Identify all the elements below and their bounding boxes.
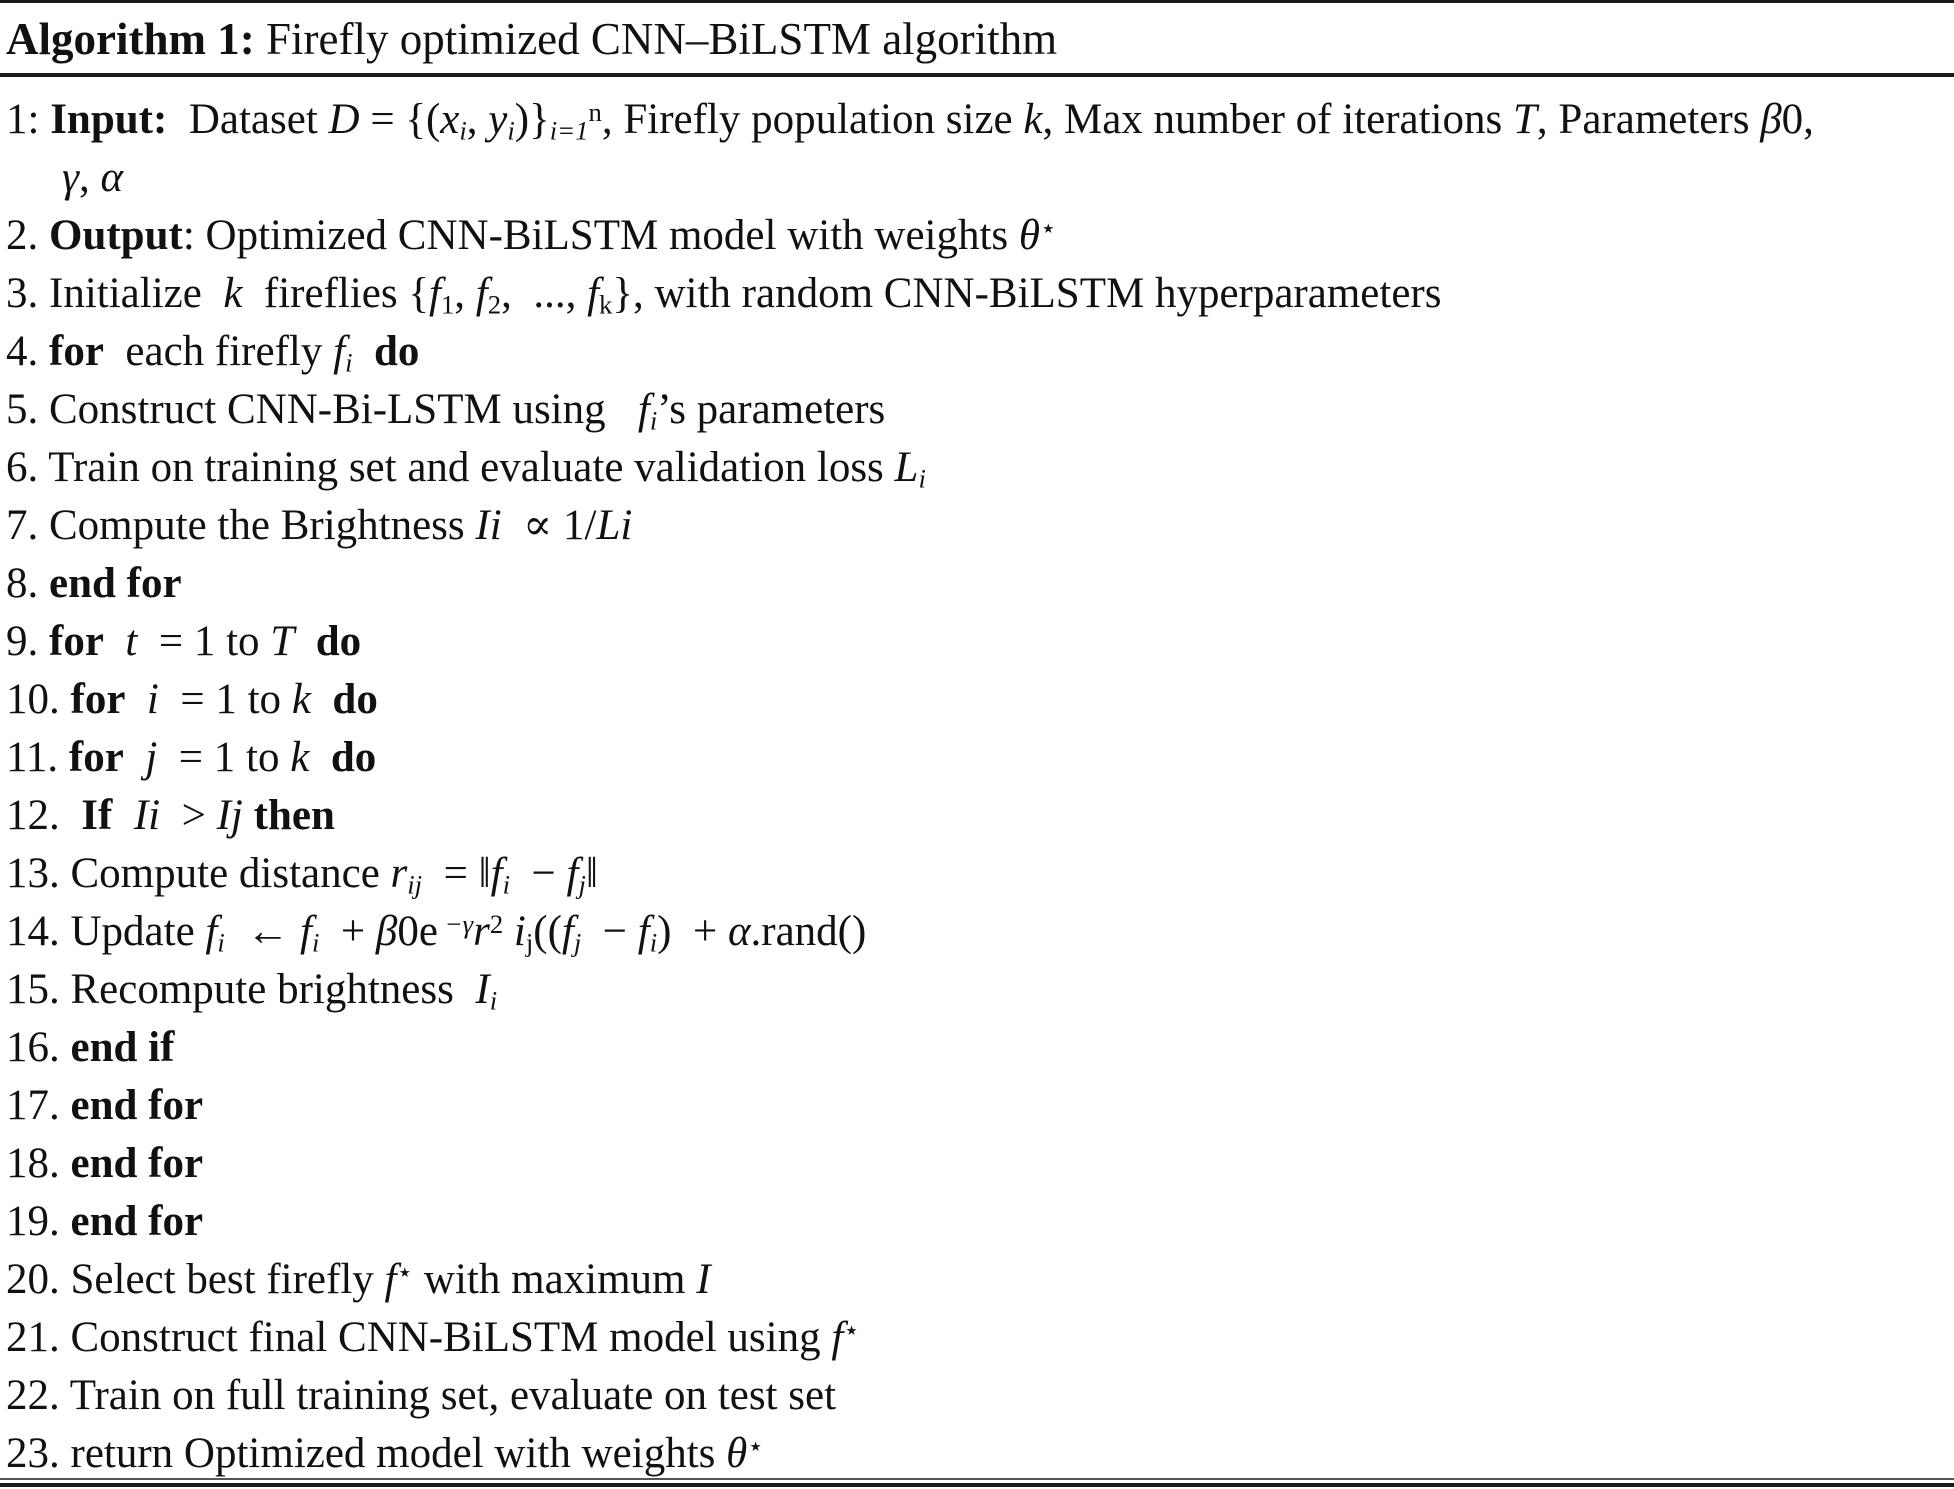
text-segment: ∝ 1/: [501, 502, 597, 549]
text-segment: k: [291, 676, 311, 723]
text-segment: Input:: [50, 96, 168, 143]
text-segment: i: [649, 927, 658, 958]
text-segment: 19.: [6, 1198, 71, 1245]
text-segment: 10.: [6, 676, 71, 723]
text-segment: 16.: [6, 1024, 71, 1071]
text-segment: k: [290, 734, 310, 781]
text-segment: [104, 618, 126, 665]
text-segment: for: [70, 676, 126, 723]
text-segment: ←: [224, 908, 301, 955]
text-segment: 22. Train on full training set, evaluate on test set: [6, 1372, 837, 1419]
text-segment: i: [513, 908, 526, 955]
text-segment: ‖: [585, 850, 598, 897]
text-segment: j: [525, 927, 534, 958]
algorithm-line-1: [6, 91, 1944, 149]
text-segment: f: [566, 850, 579, 897]
algorithm-line-11: [6, 729, 1944, 787]
text-segment: ⋆: [1040, 213, 1057, 244]
text-segment: Ii: [133, 792, 161, 839]
algorithm-line-7: [6, 497, 1944, 555]
text-segment: ((: [533, 908, 562, 955]
text-segment: 1:: [6, 96, 51, 143]
algorithm-line-21: [6, 1309, 1944, 1367]
text-segment: : Optimized CNN-BiLSTM model with weights: [182, 212, 1019, 259]
text-segment: t: [125, 618, 138, 665]
algorithm-line-6: [6, 439, 1944, 497]
text-segment: end for: [70, 1082, 204, 1129]
text-segment: Output: [49, 212, 183, 259]
text-segment: ⋆: [747, 1431, 764, 1462]
text-segment: each firefly: [103, 328, 334, 375]
text-segment: 2: [487, 289, 502, 320]
text-segment: n: [588, 97, 602, 128]
text-segment: , ...,: [501, 270, 588, 317]
text-segment: >: [160, 792, 217, 839]
text-segment: 15. Recompute brightness: [6, 966, 476, 1013]
text-segment: 2.: [6, 212, 49, 259]
algorithm-header: [0, 3, 1954, 77]
text-segment: i: [502, 869, 511, 900]
text-segment: f: [637, 908, 650, 955]
text-segment: α: [100, 154, 124, 201]
algorithm-line-9: [6, 613, 1944, 671]
text-segment: θ: [1018, 212, 1041, 259]
text-segment: f: [333, 328, 346, 375]
text-segment: ,: [454, 270, 476, 317]
text-segment: i=1: [549, 115, 589, 146]
text-segment: [125, 676, 147, 723]
text-segment: 9.: [6, 618, 49, 665]
text-segment: 5. Construct CNN-Bi-LSTM using: [6, 386, 638, 433]
text-segment: do: [332, 676, 378, 723]
text-segment: for: [68, 734, 124, 781]
text-segment: , Firefly population size: [601, 96, 1024, 143]
algorithm-line-12: [6, 787, 1944, 845]
text-segment: i: [649, 405, 658, 436]
text-segment: f: [475, 270, 488, 317]
text-segment: r: [390, 850, 408, 897]
algorithm-line-19: [6, 1193, 1944, 1251]
text-segment: 8.: [6, 560, 49, 607]
algorithm-line-14: [6, 903, 1944, 961]
text-segment: 21. Construct final CNN-BiLSTM model using: [6, 1314, 832, 1361]
text-segment: I: [696, 1256, 711, 1303]
text-segment: Dataset: [167, 96, 329, 143]
text-segment: i: [311, 927, 320, 958]
text-segment: f: [205, 908, 218, 955]
text-segment: x: [440, 96, 460, 143]
text-segment: k: [599, 289, 613, 320]
text-segment: fireflies {: [242, 270, 429, 317]
text-segment: [311, 676, 333, 723]
text-segment: f: [561, 908, 574, 955]
text-segment: ⋆: [396, 1257, 414, 1288]
text-segment: )}: [514, 96, 550, 143]
text-segment: i: [489, 985, 498, 1016]
text-segment: θ: [726, 1430, 748, 1477]
text-segment: i: [345, 347, 353, 378]
text-segment: f: [300, 908, 312, 955]
text-segment: 7. Compute the Brightness: [6, 502, 476, 549]
text-segment: 18.: [6, 1140, 71, 1187]
algorithm-line-3: [6, 265, 1944, 323]
text-segment: with maximum: [413, 1256, 697, 1303]
text-segment: f: [637, 386, 650, 433]
text-segment: [112, 792, 134, 839]
text-segment: γ: [62, 154, 79, 201]
algorithm-line-10: [6, 671, 1944, 729]
text-segment: i: [459, 115, 467, 146]
text-segment: = 1 to: [158, 676, 292, 723]
text-segment: do: [315, 618, 362, 665]
text-segment: 6. Train on training set and evaluate validation loss: [6, 444, 895, 491]
text-segment: = 1 to: [137, 618, 271, 665]
text-segment: i: [217, 927, 225, 958]
text-segment: i: [507, 115, 515, 146]
text-segment: 0e: [397, 908, 438, 955]
text-segment: ij: [407, 869, 423, 900]
text-segment: i: [146, 676, 159, 723]
algorithm-line-13: [6, 845, 1944, 903]
text-segment: 2: [489, 909, 504, 940]
text-segment: β: [375, 908, 398, 955]
text-segment: y: [488, 96, 508, 143]
algorithm-line-16: [6, 1019, 1944, 1077]
text-segment: If: [81, 792, 113, 839]
bottom-rule: [0, 1478, 1954, 1487]
text-segment: f: [587, 270, 600, 317]
text-segment: 17.: [6, 1082, 71, 1129]
text-segment: = {(: [359, 96, 441, 143]
text-segment: = 1 to: [157, 734, 291, 781]
text-segment: for: [49, 328, 104, 375]
algorithm-line-8: [6, 555, 1944, 613]
text-segment: k: [1023, 96, 1043, 143]
text-segment: 23. return Optimized model with weights: [6, 1430, 727, 1477]
text-segment: Ii: [475, 502, 502, 549]
text-segment: [124, 734, 146, 781]
text-segment: j: [145, 734, 158, 781]
text-segment: , Parameters: [1536, 96, 1761, 143]
text-segment: Li: [596, 502, 633, 549]
text-segment: 4.: [6, 328, 49, 375]
text-segment: for: [49, 618, 104, 665]
text-segment: end for: [70, 1198, 204, 1245]
text-segment: j: [573, 927, 582, 958]
text-segment: [309, 734, 331, 781]
text-segment: ) +: [657, 908, 728, 955]
text-segment: L: [894, 444, 919, 491]
algorithm-line-5: [6, 381, 1944, 439]
text-segment: do: [373, 328, 420, 375]
text-segment: [294, 618, 316, 665]
text-segment: 0,: [1781, 96, 1814, 143]
text-segment: then: [253, 792, 335, 839]
text-segment: α: [727, 908, 751, 955]
text-segment: ,: [466, 96, 489, 143]
algorithm-line-20: [6, 1251, 1944, 1309]
text-segment: , Max number of iterations: [1042, 96, 1513, 143]
algorithm-line-22: [6, 1367, 1944, 1425]
text-segment: T: [1513, 96, 1537, 143]
text-segment: −γ: [437, 909, 474, 940]
text-segment: end for: [70, 1140, 204, 1187]
text-segment: [503, 908, 514, 955]
text-segment: .rand(): [750, 908, 867, 955]
algorithm-line-15: [6, 961, 1944, 1019]
text-segment: [352, 328, 374, 375]
text-segment: 13. Compute distance: [6, 850, 391, 897]
text-segment: i: [918, 463, 926, 494]
text-segment: T: [270, 618, 295, 665]
text-segment: end for: [49, 560, 182, 607]
text-segment: 20. Select best firefly: [6, 1256, 385, 1303]
text-segment: ,: [78, 154, 101, 201]
algorithm-label: Algorithm 1:: [6, 14, 255, 64]
text-segment: end if: [70, 1024, 175, 1071]
algorithm-line-17: [6, 1077, 1944, 1135]
text-segment: }, with random CNN-BiLSTM hyperparameters: [612, 270, 1442, 317]
text-segment: 14. Update: [6, 908, 206, 955]
text-segment: −: [510, 850, 567, 897]
text-segment: f: [429, 270, 441, 317]
algorithm-line-23: [6, 1425, 1944, 1483]
text-segment: ⋆: [843, 1315, 860, 1346]
algorithm-body: [0, 77, 1954, 1483]
text-segment: 1: [440, 289, 455, 320]
algorithm-title: Firefly optimized CNN–BiLSTM algorithm: [254, 14, 1058, 64]
text-segment: Ij: [216, 792, 243, 839]
text-segment: do: [330, 734, 377, 781]
text-segment: f: [490, 850, 503, 897]
text-segment: D: [328, 96, 360, 143]
text-segment: 12.: [6, 792, 82, 839]
text-segment: +: [319, 908, 376, 955]
algorithm-line-4: [6, 323, 1944, 381]
text-segment: −: [581, 908, 638, 955]
text-segment: k: [223, 270, 243, 317]
text-segment: 11.: [6, 734, 69, 781]
algorithm-line-1-continued: [6, 149, 1944, 207]
algorithm-line-18: [6, 1135, 1944, 1193]
text-segment: [243, 792, 254, 839]
text-segment: f: [831, 1314, 844, 1361]
text-segment: 3. Initialize: [6, 270, 224, 317]
text-segment: ’s parameters: [657, 386, 886, 433]
text-segment: = ‖: [422, 850, 491, 897]
text-segment: β: [1760, 96, 1782, 143]
text-segment: f: [384, 1256, 397, 1303]
text-segment: I: [475, 966, 490, 1013]
text-segment: r: [473, 908, 490, 955]
algorithm-line-2: [6, 207, 1944, 265]
text-segment: j: [578, 869, 586, 900]
